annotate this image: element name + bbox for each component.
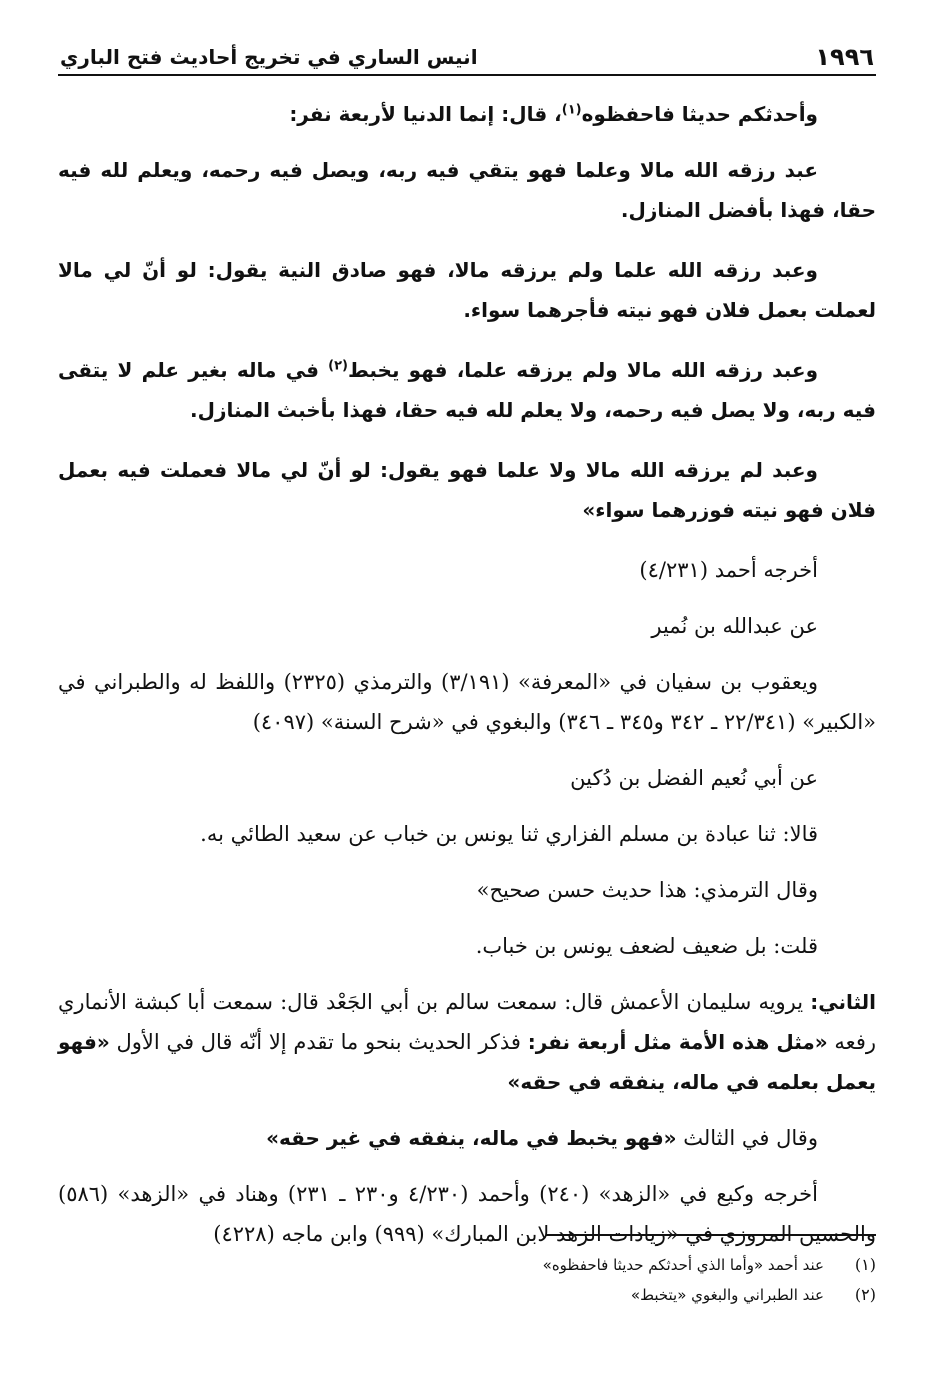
footnote-1	[58, 1250, 876, 1280]
running-header	[58, 34, 876, 76]
hadith-intro-text: وأحدثكم حديثا فاحفظوه	[581, 102, 818, 126]
third-wording-text: وقال في الثالث	[676, 1126, 818, 1150]
third-wording-quote: «فهو يخبط في ماله، ينفقه في غير حقه»	[266, 1126, 677, 1150]
footnote-ref-2: (٢)	[328, 358, 348, 374]
third-servant-rest: في ماله بغير علم لا يتقى فيه ربه، ولا يصل فيه رحمه، ولا يعلم لله فيه حقا، فهذا بأخبث المنازل.	[58, 358, 876, 422]
paragraph-chain-ubada: قالا: ثنا عبادة بن مسلم الفزاري ثنا يونس بن خباب عن سعيد الطائي به.	[200, 822, 818, 846]
paragraph-first-servant: عبد رزقه الله مالا وعلما فهو يتقي فيه ربه، ويصل فيه رحمه، ويعلم لله فيه حقا، فهذا بأفضل المنازل.	[58, 158, 876, 222]
paragraph-third-servant	[58, 350, 876, 430]
footnote-2	[58, 1280, 876, 1310]
footnote-1-number: (١)	[854, 1255, 876, 1274]
footnote-ref-1: (١)	[561, 102, 582, 118]
footnotes	[58, 1234, 876, 1310]
footnote-2-number: (٢)	[854, 1285, 876, 1304]
second-route-quote-2: «فهو يعمل بعلمه في ماله، ينفقه في حقه»	[58, 1030, 876, 1094]
footnote-2-text: عند الطبراني والبغوي «يتخبط»	[630, 1286, 824, 1304]
third-servant-text: وعبد رزقه الله مالا ولم يرزقه علما، فهو يخبط	[347, 358, 818, 382]
paragraph-tirmidhi-grading: وقال الترمذي: هذا حديث حسن صحيح»	[476, 878, 818, 902]
paragraph-chain-abu-nuaym: عن أبي نُعيم الفضل بن دُكين	[570, 766, 818, 790]
second-route-text: يرويه سليمان الأعمش قال: سمعت سالم بن أبي الجَعْد قال: سمعت أبا كبشة الأنماري رفعه	[58, 990, 876, 1054]
paragraph-fourth-servant: وعبد لم يرزقه الله مالا ولا علما فهو يقول: لو أنّ لي مالا فعملت فيه بعمل فلان فهو نيته فوزرهما سواء»	[58, 458, 876, 522]
paragraph-takhrij-others: ويعقوب بن سفيان في «المعرفة» (٣/١٩١) والترمذي (٢٣٢٥) واللفظ له والطبراني في «الكبير» (٢٢/٣٤١ ـ ٣٤٢ و٣٤٥ ـ ٣٤٦) والبغوي في «شرح السنة» (٤٠٩٧)	[58, 670, 876, 734]
footnote-divider	[546, 1234, 876, 1236]
page-body	[58, 76, 876, 1254]
second-route-label: الثاني:	[810, 990, 876, 1014]
paragraph-third-wording	[58, 1118, 876, 1158]
book-page	[58, 34, 876, 1364]
page-number: ١٩٩٦	[815, 43, 874, 71]
paragraph-second-route	[58, 982, 876, 1102]
footnote-1-text: عند أحمد «وأما الذي أحدثكم حديثا فاحفظوه»	[542, 1256, 824, 1274]
paragraph-takhrij-waki: أخرجه وكيع في «الزهد» (٢٤٠) وأحمد (٤/٢٣٠ و٢٣٠ ـ ٢٣١) وهناد في «الزهد» (٥٨٦) والحسين المروزي في «زيادات الزهد لابن المبارك» (٩٩٩) وابن ماجه (٤٢٢٨)	[58, 1182, 876, 1246]
paragraph-author-comment: قلت: بل ضعيف لضعف يونس بن خباب.	[475, 934, 818, 958]
second-route-quote: «مثل هذه الأمة مثل أربعة نفر:	[527, 1030, 828, 1054]
book-title: انيس الساري في تخريج أحاديث فتح الباري	[60, 45, 478, 69]
paragraph-chain-numayr: عن عبدالله بن نُمير	[651, 614, 818, 638]
second-route-text-2: فذكر الحديث بنحو ما تقدم إلا أنّه قال في الأول	[109, 1030, 528, 1054]
paragraph-takhrij-ahmad: أخرجه أحمد (٤/٢٣١)	[639, 558, 818, 582]
paragraph-hadith-intro	[58, 94, 876, 134]
paragraph-second-servant: وعبد رزقه الله علما ولم يرزقه مالا، فهو صادق النية يقول: لو أنّ لي مالا لعملت بعمل فلان فهو نيته فأجرهما سواء.	[58, 258, 876, 322]
hadith-intro-rest: ، قال: إنما الدنيا لأربعة نفر:	[289, 102, 562, 126]
